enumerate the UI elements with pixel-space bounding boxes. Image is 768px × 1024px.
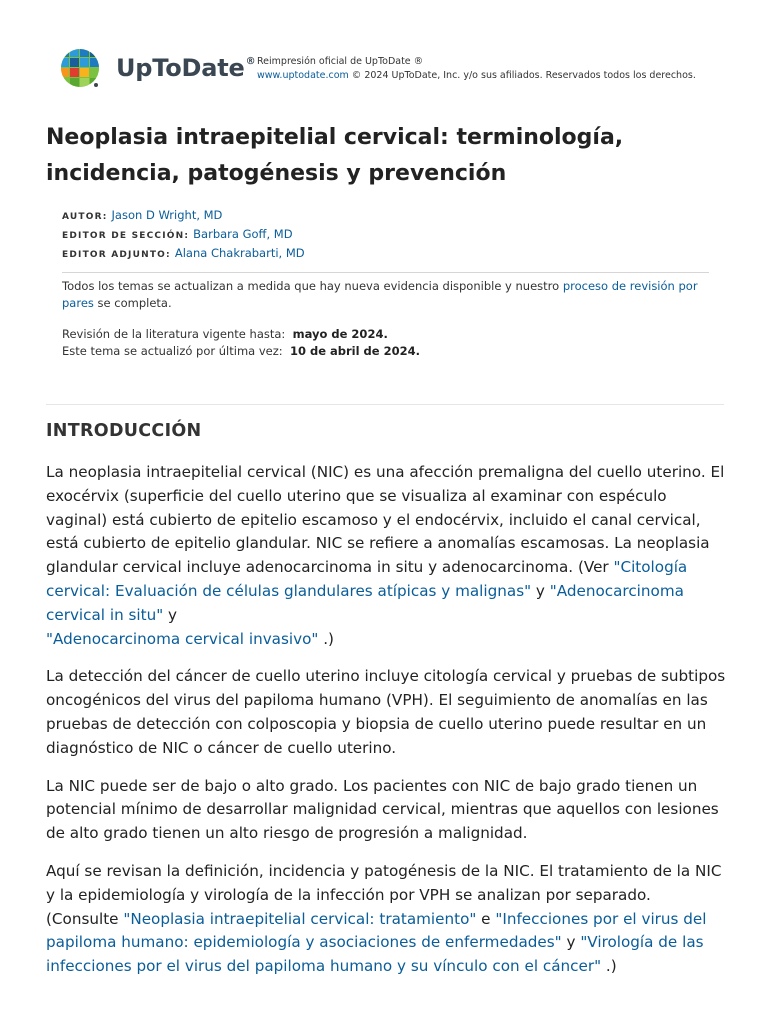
brand[interactable]: [60, 48, 255, 88]
review-dates: [62, 326, 420, 360]
brand-name: UpToDate®: [116, 54, 256, 82]
update-note: Todos los temas se actualizan a medida que hay nueva evidencia disponible y nuestro proceso de revisión por pares se completa.: [62, 279, 698, 310]
topic-link[interactable]: "Adenocarcinoma cervical in situ": [46, 581, 684, 624]
paragraph: La neoplasia intraepitelial cervical (NIC) es una afección premaligna del cuello uterino. El exocérvix (superficie del cuello uterino que se visualiza al examinar con espéculo vaginal) está cubierto de epitelio escamoso y el endocérvix, incluido el canal cervical, está cubierto de epitelio glandular. NIC se refiere a anomalías escamosas. La neoplasia glandular cervical incluye adenocarcinoma in situ y adenocarcinoma. (Ver "Citología cervical: Evaluación de células glandulares atípicas y malignas" y "Adenocarcinoma cervical in situ" y "Adenocarcinoma cervical invasivo" .): [46, 463, 725, 648]
topic-link[interactable]: "Adenocarcinoma cervical invasivo": [46, 629, 319, 648]
peer-review-link[interactable]: proceso de revisión por pares: [62, 279, 698, 310]
copyright-text: © 2024 UpToDate, Inc. y/o sus afiliados. Reservados todos los derechos.: [348, 70, 696, 81]
section-editor-label: EDITOR DE SECCIÓN: [62, 231, 185, 241]
topic-link[interactable]: "Virología de las infecciones por el virus del papiloma humano y su vínculo con el cáncer": [46, 933, 704, 976]
deputy-editor-row: EDITOR ADJUNTO: Alana Chakrabarti, MD: [62, 246, 305, 260]
section-body: [46, 461, 726, 993]
section-heading: INTRODUCCIÓN: [46, 421, 202, 441]
deputy-editor-label: EDITOR ADJUNTO: [62, 250, 167, 260]
topic-link[interactable]: "Citología cervical: Evaluación de células glandulares atípicas y malignas": [46, 558, 688, 600]
author-row: AUTOR: Jason D Wright, MD: [62, 208, 223, 222]
uptodate-link[interactable]: www.uptodate.com: [257, 70, 349, 81]
page-title: Neoplasia intraepitelial cervical: terminología, incidencia, patogénesis y prevención: [46, 125, 624, 186]
reprint-line-1: Reimpresión oficial de UpToDate ®: [257, 56, 424, 67]
topic-link[interactable]: "Infecciones por el virus del papiloma humano: epidemiología y asociaciones de enfermedades": [46, 909, 707, 952]
literature-review-line: Revisión de la literatura vigente hasta: mayo de 2024.: [62, 327, 388, 341]
last-updated-date: 10 de abril de 2024.: [289, 344, 420, 358]
reprint-notice: [257, 55, 696, 83]
topic-link[interactable]: "Neoplasia intraepitelial cervical: tratamiento": [123, 909, 477, 928]
divider: [46, 404, 724, 405]
section-editor-row: EDITOR DE SECCIÓN: Barbara Goff, MD: [62, 227, 293, 241]
section-editor-link[interactable]: Barbara Goff, MD: [193, 227, 293, 241]
author-block: [62, 207, 305, 264]
divider: [62, 272, 709, 273]
author-label: AUTOR: [62, 212, 103, 222]
paragraph: La NIC puede ser de bajo o alto grado. Los pacientes con NIC de bajo grado tienen un potencial mínimo de desarrollar malignidad cervical, mientras que aquellos con lesiones de alto grado tienen un alto riesgo de progresión a malignidad.: [46, 776, 719, 843]
deputy-editor-link[interactable]: Alana Chakrabarti, MD: [174, 246, 305, 260]
last-updated-line: Este tema se actualizó por última vez: 10 de abril de 2024.: [62, 344, 420, 358]
registered-mark: ®: [245, 56, 256, 67]
paragraph: Aquí se revisan la definición, incidencia y patogénesis de la NIC. El tratamiento de la NIC y la epidemiología y virología de la infección por VPH se analizan por separado. (Consulte "Neoplasia intraepitelial cervical: tratamiento" e "Infecciones por el virus del papiloma humano: epidemiología y asociaciones de enfermedades" y "Virología de las infecciones por el virus del papiloma humano y su vínculo con el cáncer" .): [46, 861, 722, 976]
literature-review-date: mayo de 2024.: [292, 327, 388, 341]
uptodate-logo-icon: [60, 48, 100, 88]
reprint-line-2: [257, 69, 696, 83]
paragraph: La detección del cáncer de cuello uterino incluye citología cervical y pruebas de subtipos oncogénicos del virus del papiloma humano (VPH). El seguimiento de anomalías en las pruebas de detección con colposcopia y biopsia de cuello uterino puede resultar en un diagnóstico de NIC o cáncer de cuello uterino.: [46, 667, 726, 757]
author-link[interactable]: Jason D Wright, MD: [111, 208, 223, 222]
